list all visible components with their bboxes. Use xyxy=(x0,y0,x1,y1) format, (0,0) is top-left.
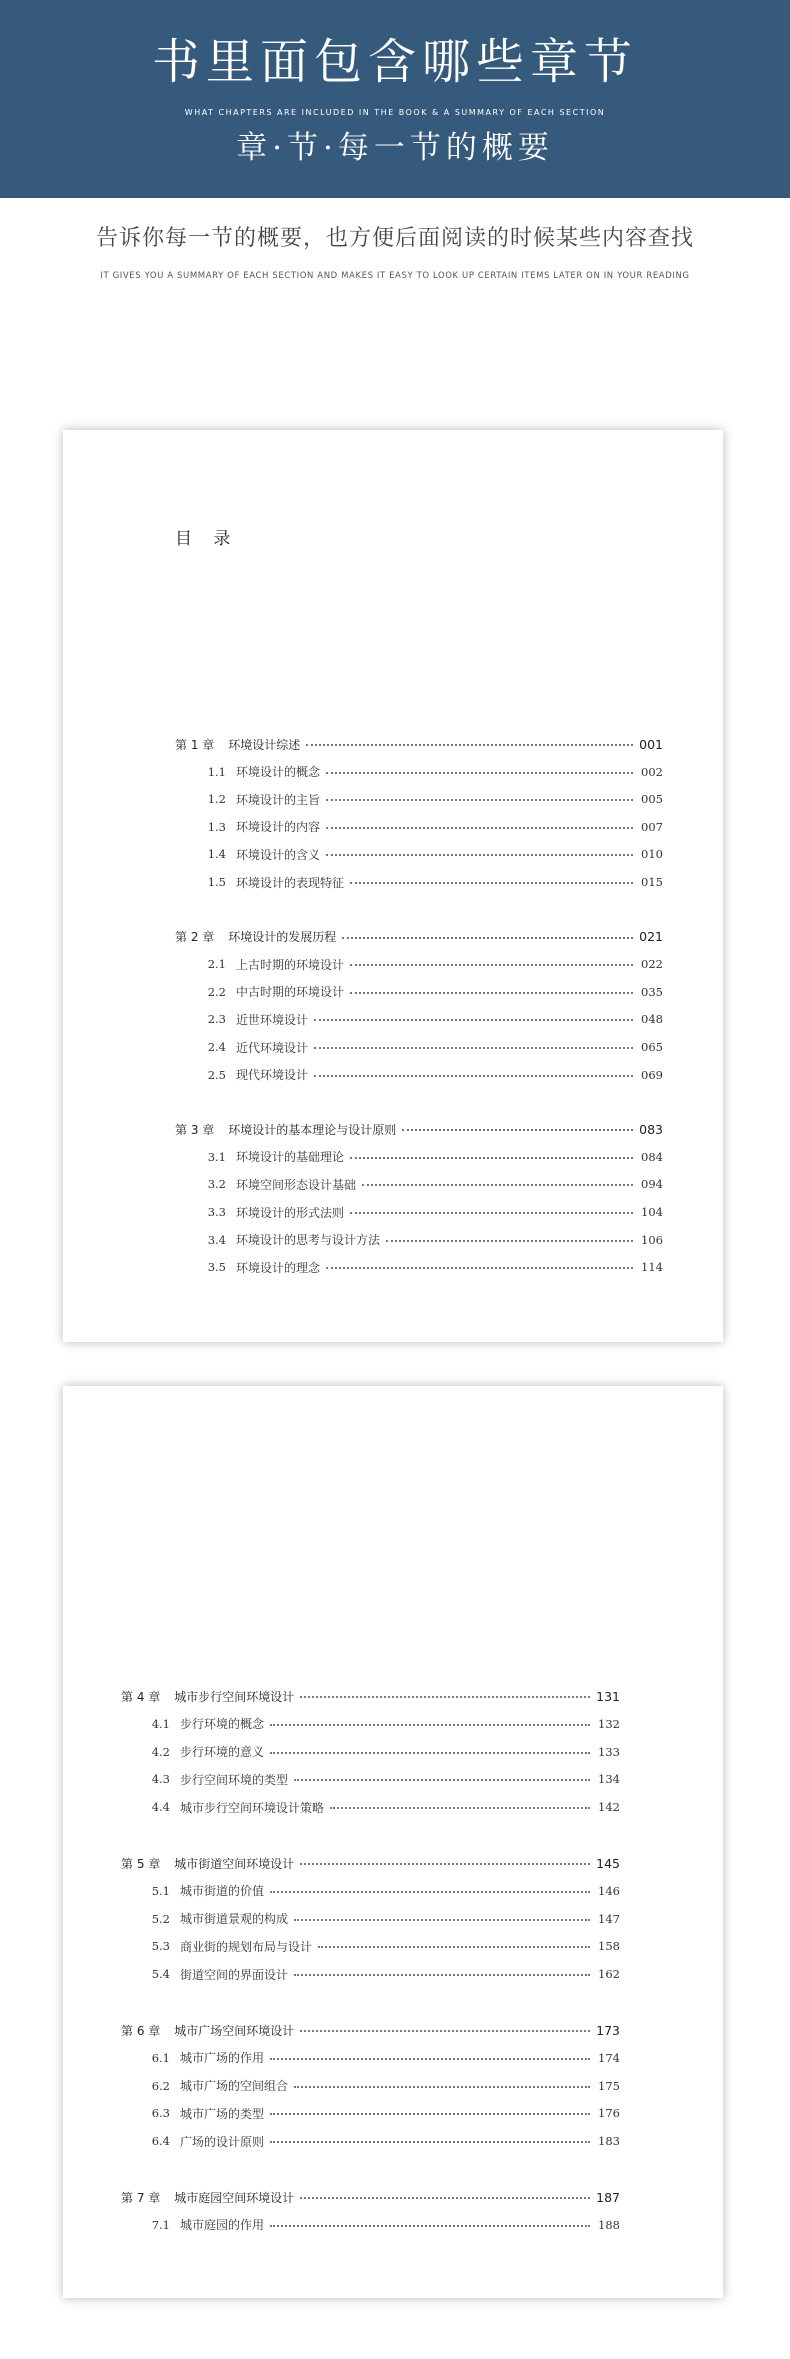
leader-dots xyxy=(326,772,633,774)
section-title: 步行空间环境的类型 xyxy=(180,1772,289,1787)
section-number: 6.4 xyxy=(151,2134,170,2149)
section-title: 商业街的规划布局与设计 xyxy=(180,1939,313,1954)
section-row xyxy=(138,1909,620,1929)
section-row xyxy=(194,1147,663,1167)
leader-dots xyxy=(300,1696,590,1698)
chapter-title: 环境设计的基本理论与设计原则 xyxy=(228,1122,397,1137)
section-title: 城市庭园的作用 xyxy=(180,2218,265,2233)
leader-dots xyxy=(270,2113,590,2115)
section-number: 6.3 xyxy=(151,2106,170,2121)
section-row xyxy=(138,2215,620,2235)
section-page-number: 002 xyxy=(641,764,663,779)
chapter-title: 环境设计的发展历程 xyxy=(228,930,337,945)
leader-dots xyxy=(326,1267,633,1269)
section-page-number: 106 xyxy=(641,1232,663,1247)
section-title: 城市广场的类型 xyxy=(180,2106,265,2121)
section-number: 3.4 xyxy=(207,1232,226,1247)
section-page-number: 158 xyxy=(598,1939,620,1954)
chapter-row xyxy=(121,2187,620,2207)
chapter-page-number: 021 xyxy=(639,929,663,945)
section-title: 环境设计的表现特征 xyxy=(236,875,345,890)
section-title: 中古时期的环境设计 xyxy=(236,985,345,1000)
leader-dots xyxy=(350,882,633,884)
section-title: 现代环境设计 xyxy=(236,1068,309,1083)
section-title: 环境设计的概念 xyxy=(236,765,321,780)
chapter-number: 第 3 章 xyxy=(175,1122,215,1137)
section-row xyxy=(138,1881,620,1901)
section-page-number: 142 xyxy=(598,1800,620,1815)
section-number: 3.1 xyxy=(207,1149,226,1164)
section-row xyxy=(138,2103,620,2123)
section-row xyxy=(138,1797,620,1817)
chapter-row xyxy=(175,734,663,754)
section-page-number: 069 xyxy=(641,1067,663,1082)
header-banner xyxy=(0,0,790,198)
leader-dots xyxy=(270,2058,590,2060)
section-number: 4.1 xyxy=(151,1716,170,1731)
section-page-number: 048 xyxy=(641,1012,663,1027)
section-row xyxy=(138,2076,620,2096)
chapter-title: 城市广场空间环境设计 xyxy=(174,2023,295,2038)
section-row xyxy=(194,817,663,837)
section-number: 2.5 xyxy=(207,1067,226,1082)
banner-title: 书里面包含哪些章节 xyxy=(151,34,638,90)
leader-dots xyxy=(314,1019,633,1021)
section-row xyxy=(138,2131,620,2151)
chapter-title: 城市庭园空间环境设计 xyxy=(174,2190,295,2205)
leader-dots xyxy=(270,1724,590,1726)
section-number: 1.1 xyxy=(207,764,226,779)
leader-dots xyxy=(270,1752,590,1754)
section-title: 环境设计的基础理论 xyxy=(236,1150,345,1165)
leader-dots xyxy=(270,1891,590,1893)
section-row xyxy=(194,1037,663,1057)
section-page-number: 035 xyxy=(641,984,663,999)
section-title: 广场的设计原则 xyxy=(180,2134,265,2149)
section-number: 4.3 xyxy=(151,1772,170,1787)
leader-dots xyxy=(350,964,633,966)
section-number: 1.4 xyxy=(207,847,226,862)
section-title: 城市街道景观的构成 xyxy=(180,1912,289,1927)
section-page-number: 007 xyxy=(641,819,663,834)
chapter-title: 城市街道空间环境设计 xyxy=(174,1856,295,1871)
section-number: 5.4 xyxy=(151,1967,170,1982)
section-title: 环境空间形态设计基础 xyxy=(236,1177,357,1192)
section-row xyxy=(194,1257,663,1277)
section-row xyxy=(138,1769,620,1789)
leader-dots xyxy=(350,1157,633,1159)
section-number: 1.3 xyxy=(207,819,226,834)
leader-dots xyxy=(300,2197,590,2199)
leader-dots xyxy=(342,937,633,939)
section-number: 5.1 xyxy=(151,1883,170,1898)
toc-page-2 xyxy=(63,1386,723,2298)
leader-dots xyxy=(294,1974,590,1976)
section-number: 5.3 xyxy=(151,1939,170,1954)
section-number: 5.2 xyxy=(151,1911,170,1926)
section-title: 环境设计的含义 xyxy=(236,847,321,862)
section-number: 3.2 xyxy=(207,1177,226,1192)
leader-dots xyxy=(300,2030,590,2032)
section-page-number: 188 xyxy=(598,2217,620,2232)
chapter-page-number: 131 xyxy=(596,1688,620,1704)
section-page-number: 162 xyxy=(598,1967,620,1982)
tagline-cn: 告诉你每一节的概要，也方便后面阅读的时候某些内容查找 xyxy=(95,226,694,251)
section-row xyxy=(138,1936,620,1956)
leader-dots xyxy=(362,1184,633,1186)
section-page-number: 183 xyxy=(598,2134,620,2149)
section-number: 1.2 xyxy=(207,792,226,807)
leader-dots xyxy=(294,1779,590,1781)
section-number: 4.4 xyxy=(151,1800,170,1815)
section-title: 上古时期的环境设计 xyxy=(236,957,345,972)
section-title: 近世环境设计 xyxy=(236,1012,309,1027)
chapter-row xyxy=(175,927,663,947)
leader-dots xyxy=(314,1047,633,1049)
chapter-page-number: 145 xyxy=(596,1855,620,1871)
leader-dots xyxy=(314,1075,633,1077)
chapter-page-number: 187 xyxy=(596,2189,620,2205)
section-row xyxy=(138,1742,620,1762)
tagline-en: IT GIVES YOU A SUMMARY OF EACH SECTION AND MAKES IT EASY TO LOOK UP CERTAIN ITEMS LATER ON IN YOUR READING xyxy=(100,271,690,281)
leader-dots xyxy=(294,1919,590,1921)
leader-dots xyxy=(294,2086,590,2088)
chapter-number: 第 6 章 xyxy=(121,2023,161,2038)
leader-dots xyxy=(330,1807,590,1809)
section-page-number: 104 xyxy=(641,1205,663,1219)
section-row xyxy=(194,872,663,892)
section-page-number: 174 xyxy=(598,2050,620,2065)
chapter-number: 第 1 章 xyxy=(175,737,215,752)
section-row xyxy=(194,789,663,809)
leader-dots xyxy=(306,744,633,746)
section-row xyxy=(138,1714,620,1734)
section-title: 环境设计的内容 xyxy=(236,820,321,835)
section-row xyxy=(194,844,663,864)
chapter-page-number: 001 xyxy=(639,736,663,752)
toc-heading: 目 录 xyxy=(175,529,239,549)
section-row xyxy=(194,1174,663,1194)
chapter-title: 城市步行空间环境设计 xyxy=(174,1689,295,1704)
chapter-page-number: 173 xyxy=(596,2022,620,2038)
section-page-number: 147 xyxy=(598,1911,620,1926)
leader-dots xyxy=(300,1863,590,1865)
chapter-number: 第 4 章 xyxy=(121,1689,161,1704)
banner-subtitle-cn: 章·节·每一节的概要 xyxy=(236,130,554,166)
section-title: 街道空间的界面设计 xyxy=(180,1967,289,1982)
section-title: 环境设计的理念 xyxy=(236,1260,321,1275)
section-row xyxy=(194,762,663,782)
section-number: 7.1 xyxy=(151,2217,170,2232)
section-number: 3.3 xyxy=(207,1205,226,1219)
section-page-number: 005 xyxy=(641,792,663,807)
toc-page-1 xyxy=(63,430,723,1342)
section-page-number: 094 xyxy=(641,1177,663,1192)
section-page-number: 175 xyxy=(598,2078,620,2093)
section-number: 2.1 xyxy=(207,957,226,972)
section-row xyxy=(194,1202,663,1222)
section-row xyxy=(194,1009,663,1029)
section-title: 步行环境的意义 xyxy=(180,1745,265,1760)
chapter-row xyxy=(121,1853,620,1873)
section-number: 2.2 xyxy=(207,984,226,999)
section-title: 城市广场的空间组合 xyxy=(180,2079,289,2094)
section-row xyxy=(194,1065,663,1085)
chapter-row xyxy=(121,2020,620,2040)
section-number: 4.2 xyxy=(151,1744,170,1759)
section-row xyxy=(138,2048,620,2068)
chapter-number: 第 2 章 xyxy=(175,930,215,945)
section-number: 2.3 xyxy=(207,1012,226,1027)
section-page-number: 134 xyxy=(598,1772,620,1787)
leader-dots xyxy=(350,992,633,994)
leader-dots xyxy=(270,2141,590,2143)
section-page-number: 114 xyxy=(641,1260,663,1275)
section-number: 3.5 xyxy=(207,1260,226,1275)
section-number: 2.4 xyxy=(207,1040,226,1054)
section-title: 近代环境设计 xyxy=(236,1040,309,1055)
section-page-number: 065 xyxy=(641,1040,663,1054)
section-page-number: 176 xyxy=(598,2106,620,2121)
section-page-number: 015 xyxy=(641,875,663,889)
section-row xyxy=(194,1230,663,1250)
banner-subtitle-en: WHAT CHAPTERS ARE INCLUDED IN THE BOOK & A SUMMARY OF EACH SECTION xyxy=(184,108,606,117)
leader-dots xyxy=(270,2225,590,2227)
section-title: 环境设计的形式法则 xyxy=(236,1205,345,1220)
leader-dots xyxy=(386,1240,633,1242)
section-page-number: 146 xyxy=(598,1883,620,1898)
chapter-number: 第 7 章 xyxy=(121,2190,161,2205)
section-title: 环境设计的主旨 xyxy=(236,792,321,807)
leader-dots xyxy=(326,827,633,829)
section-page-number: 133 xyxy=(598,1744,620,1759)
leader-dots xyxy=(326,799,633,801)
section-title: 步行环境的概念 xyxy=(180,1717,265,1732)
section-title: 城市步行空间环境设计策略 xyxy=(180,1800,325,1815)
section-title: 城市街道的价值 xyxy=(180,1884,265,1899)
leader-dots xyxy=(318,1946,590,1948)
section-title: 环境设计的思考与设计方法 xyxy=(236,1233,381,1248)
section-number: 1.5 xyxy=(207,875,226,889)
leader-dots xyxy=(350,1212,633,1214)
section-page-number: 022 xyxy=(641,957,663,972)
chapter-row xyxy=(175,1119,663,1139)
section-number: 6.1 xyxy=(151,2050,170,2065)
chapter-number: 第 5 章 xyxy=(121,1856,161,1871)
section-number: 6.2 xyxy=(151,2078,170,2093)
section-page-number: 010 xyxy=(641,847,663,862)
chapter-page-number: 083 xyxy=(639,1121,663,1137)
chapter-title: 环境设计综述 xyxy=(228,737,301,752)
leader-dots xyxy=(402,1129,633,1131)
section-page-number: 084 xyxy=(641,1149,663,1164)
section-title: 城市广场的作用 xyxy=(180,2051,265,2066)
section-row xyxy=(194,982,663,1002)
chapter-row xyxy=(121,1686,620,1706)
leader-dots xyxy=(326,854,633,856)
section-row xyxy=(194,954,663,974)
section-page-number: 132 xyxy=(598,1716,620,1731)
section-row xyxy=(138,1964,620,1984)
